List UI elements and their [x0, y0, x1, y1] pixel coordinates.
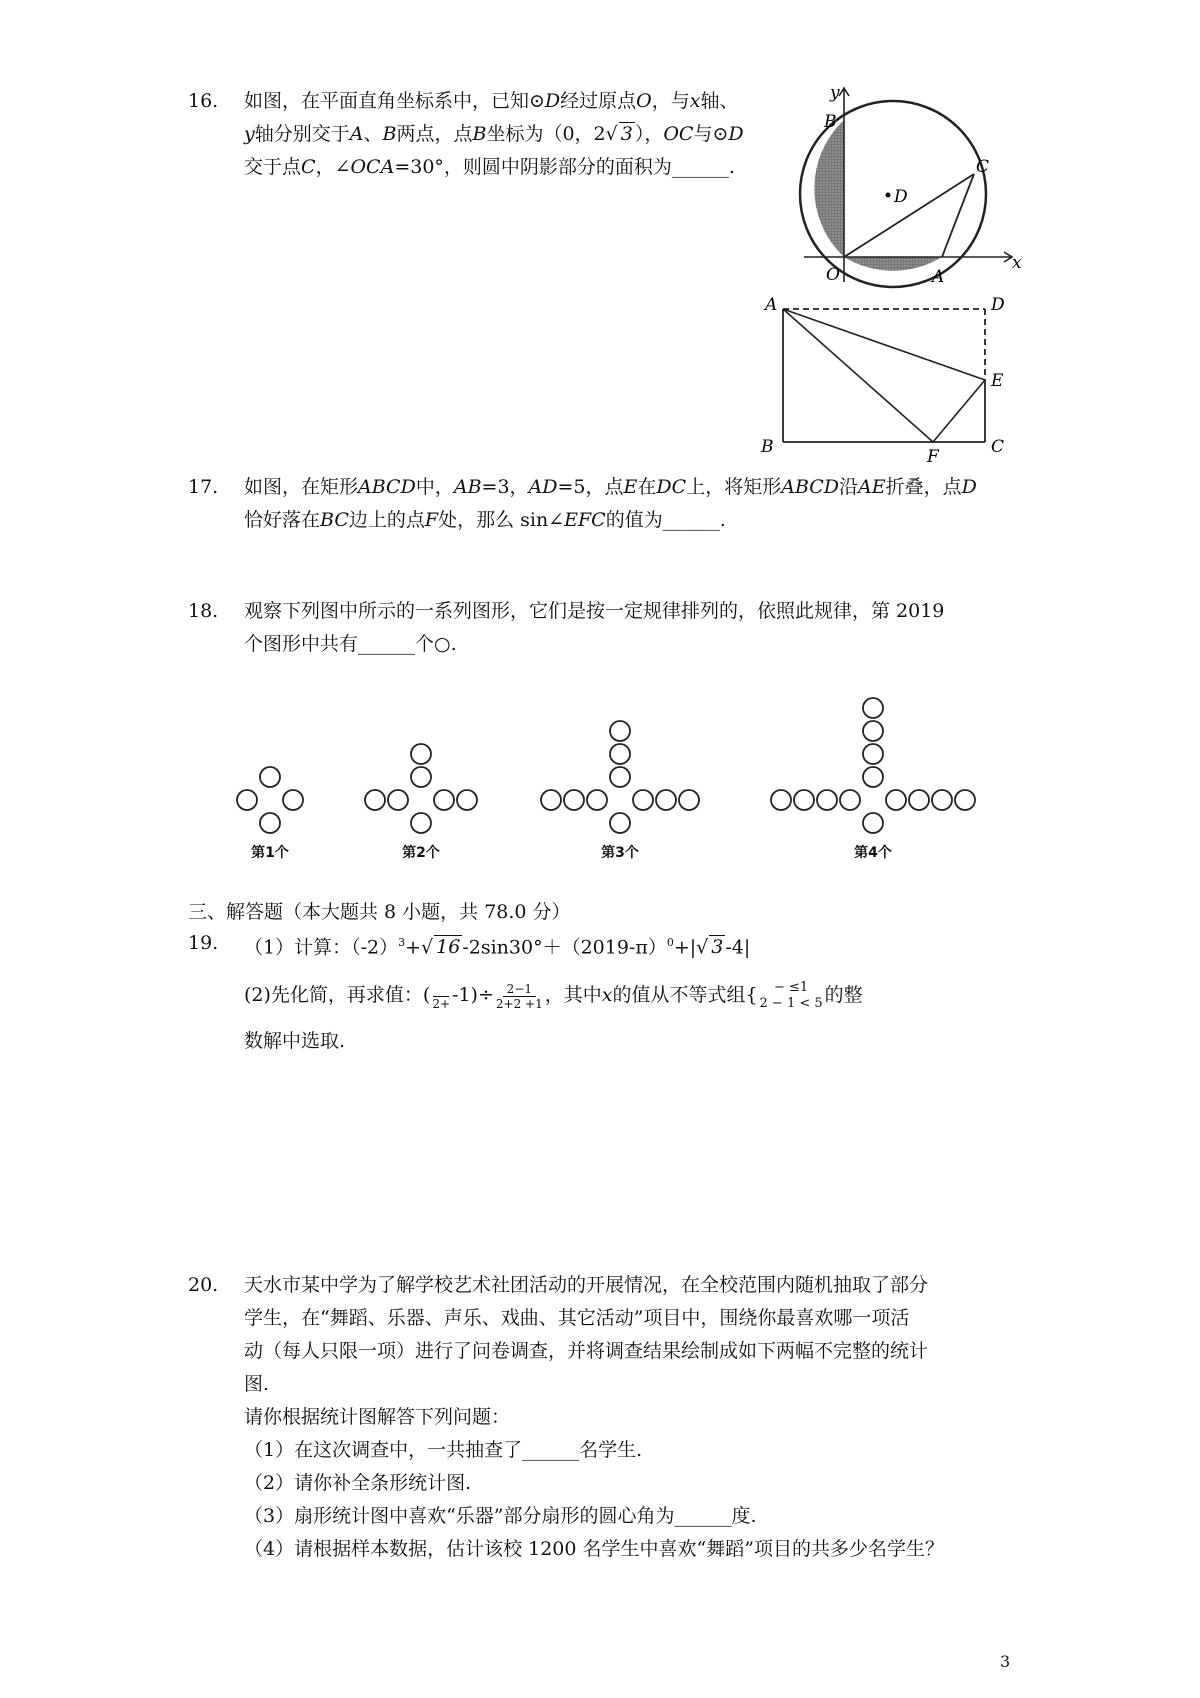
- pattern-4-circle: [840, 790, 860, 810]
- q17-rectangle-figure: [755, 292, 1030, 467]
- pattern-1-circle: [283, 790, 303, 810]
- page-number: 3: [1000, 1652, 1011, 1671]
- pattern-3-circle: [610, 744, 630, 764]
- q19-number: 19.: [188, 932, 219, 954]
- pattern-3-circle: [541, 790, 561, 810]
- pattern-4-circle: [863, 698, 883, 718]
- pattern-3-circle: [610, 813, 630, 833]
- pattern-label-2: 第2个: [402, 845, 440, 861]
- pattern-label-3: 第3个: [601, 845, 639, 861]
- pattern-2-circle: [388, 790, 408, 810]
- pattern-4-circle: [863, 744, 883, 764]
- q20-line5: 请你根据统计图解答下列问题：: [244, 1406, 511, 1428]
- label-A: A: [932, 267, 945, 287]
- pattern-2-circle: [411, 744, 431, 764]
- q18-line2: 个图形中共有______个○.: [244, 633, 457, 655]
- pattern-4-circle: [886, 790, 906, 810]
- label-B: B: [761, 437, 774, 457]
- pattern-4-circle: [863, 721, 883, 741]
- pattern-4-circle: [863, 813, 883, 833]
- shaded-segment-bottom: [844, 257, 942, 271]
- pattern-4-circle: [909, 790, 929, 810]
- pattern-3-circle: [656, 790, 676, 810]
- fold-ae: [783, 309, 985, 380]
- q16-line3: 交于点C，∠OCA=30°，则圆中阴影部分的面积为______.: [244, 156, 735, 178]
- q19-part1: （1）计算：$(-2)^3+√$ 16 $-2\sin 30^\circ+(2019-\pi)^0+|√$ 3 -4|: [244, 936, 751, 959]
- pattern-2-circle: [411, 813, 431, 833]
- pattern-3-circle: [633, 790, 653, 810]
- q17-number: 17.: [188, 476, 219, 498]
- q20-sub1: （1）在这次调查中，一共抽查了______名学生.: [244, 1439, 643, 1461]
- q20-sub3: （3）扇形统计图中喜欢“乐器”部分扇形的圆心角为______度.: [244, 1505, 757, 1527]
- label-C: C: [991, 437, 1005, 457]
- pattern-label-1: 第1个: [251, 845, 289, 861]
- segment-af: [783, 309, 933, 442]
- label-O: O: [826, 265, 840, 285]
- pattern-1-circle: [260, 767, 280, 787]
- label-C: C: [976, 157, 990, 177]
- pattern-1-circle: [237, 790, 257, 810]
- q16-circle-figure: [790, 82, 1020, 287]
- chord-oc: [844, 174, 974, 257]
- q17-line2: 恰好落在BC边上的点F处，那么 sin∠EFC的值为______.: [244, 509, 726, 531]
- pattern-3-circle: [610, 721, 630, 741]
- q17-line1: 如图，在矩形ABCD中，AB=3，AD=5，点E在DC上，将矩形ABCD沿AE折叠，点D: [244, 476, 977, 498]
- q20-number: 20.: [188, 1274, 219, 1296]
- pattern-2-circle: [411, 767, 431, 787]
- q20-line2: 学生，在“舞蹈、乐器、声乐、戏曲、其它活动”项目中，围绕你最喜欢哪一项活: [244, 1307, 910, 1329]
- label-B: B: [824, 112, 837, 132]
- center-d-point: [886, 193, 891, 198]
- q20-sub2: （2）请你补全条形统计图.: [244, 1472, 472, 1494]
- label-A: A: [765, 295, 778, 315]
- q20-line1: 天水市某中学为了解学校艺术社团活动的开展情况，在全校范围内随机抽取了部分: [244, 1274, 929, 1296]
- pattern-3-circle: [679, 790, 699, 810]
- pattern-4-circle: [771, 790, 791, 810]
- label-D: D: [894, 187, 908, 207]
- pattern-4-circle: [817, 790, 837, 810]
- label-E: E: [991, 371, 1004, 391]
- pattern-4-circle: [932, 790, 952, 810]
- pattern-2-circle: [434, 790, 454, 810]
- chord-ca: [942, 174, 974, 257]
- q19-part2-line2: 数解中选取.: [244, 1030, 346, 1052]
- q16-number: 16.: [188, 90, 219, 112]
- pattern-4-circle: [955, 790, 975, 810]
- pattern-3-circle: [564, 790, 584, 810]
- label-D: D: [991, 295, 1005, 315]
- shaded-segment-left: [814, 120, 844, 257]
- q20-line3: 动（每人只限一项）进行了问卷调查，并将调查结果绘制成如下两幅不完整的统计: [244, 1340, 929, 1362]
- pattern-4-circle: [794, 790, 814, 810]
- q18-line1: 观察下列图中所示的一系列图形，它们是按一定规律排列的，依照此规律，第 2019: [244, 600, 945, 622]
- q19-part2: (2)先化简，再求值：( 2+ -1)÷ $\frac{2-1}{2+2 +1}$ ，其中x的值从不等式组{ − ≤1 2 − 1 < 5 的整: [244, 980, 863, 1011]
- section3-heading: 三、解答题（本大题共 8 小题，共 78.0 分）: [188, 901, 571, 923]
- q18-number: 18.: [188, 600, 219, 622]
- q20-sub4: （4）请根据样本数据，估计该校 1200 名学生中喜欢“舞蹈”项目的共多少名学生？: [244, 1538, 944, 1560]
- pattern-1-circle: [260, 813, 280, 833]
- pattern-label-4: 第4个: [854, 845, 892, 861]
- q20-line4: 图.: [244, 1373, 270, 1395]
- pattern-3-circle: [610, 767, 630, 787]
- segment-fe: [933, 380, 985, 442]
- label-F: F: [927, 447, 939, 467]
- q16-line2: y轴分别交于A、B两点，点B坐标为（0，2√ 3 ），OC与⊙D: [244, 123, 744, 145]
- pattern-4-circle: [863, 767, 883, 787]
- pattern-2-circle: [365, 790, 385, 810]
- label-x: x: [1012, 253, 1022, 273]
- pattern-2-circle: [457, 790, 477, 810]
- label-y: y: [830, 83, 840, 103]
- pattern-3-circle: [587, 790, 607, 810]
- q16-line1: 如图，在平面直角坐标系中，已知⊙D经过原点O，与x轴、: [244, 90, 739, 112]
